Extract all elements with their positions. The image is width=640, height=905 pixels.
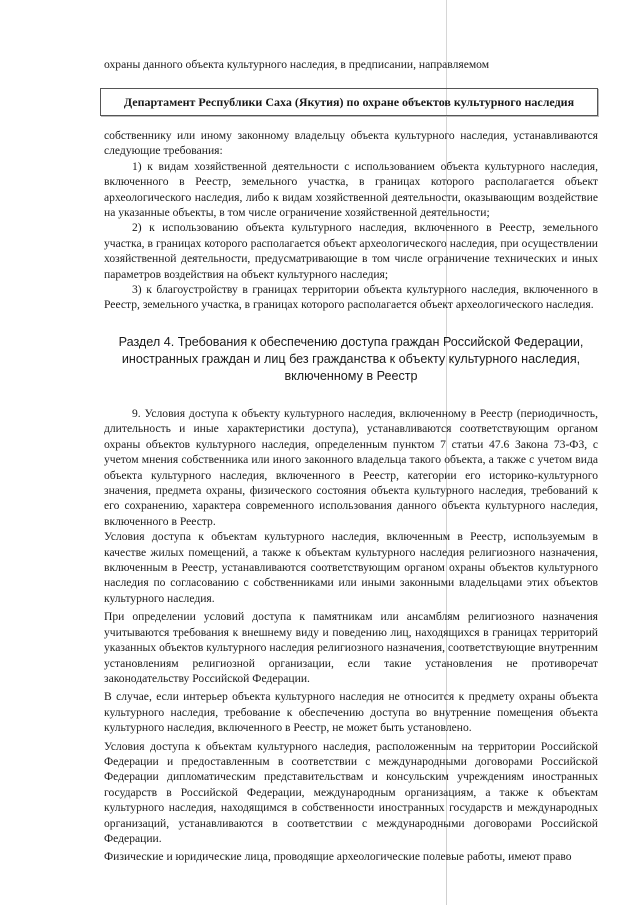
requirements-block — [104, 128, 598, 313]
paragraph: Физические и юридические лица, проводящие археологические полевые работы, имеют право — [104, 850, 572, 864]
paragraph: В случае, если интерьер объекта культурного наследия не относится к предмету охраны объекта культурного наследия, требование к обеспечению доступа во внутренние помещения объекта культурного наследия, включенного в Реестр, не может быть установлено. — [104, 690, 598, 735]
paragraph: Условия доступа к объектам культурного наследия, расположенным на территории Российской Федерации и предоставленным в соответствии с международными договорами Российской Федерации дипломатическим представительствам и консульским учреждениям иностранных государств в Российской Федерации, международным организациям, а также к объектам культурного наследия, находящимся в собственности иностранных государств и международных организаций, устанавливаются в соответствии с международными договорами Российской Федерации. — [104, 739, 598, 845]
continuation-line: охраны данного объекта культурного наследия, в предписании, направляемом — [104, 58, 490, 71]
paragraph: 1) к видам хозяйственной деятельности с использованием объекта культурного наследия, включенного в Реестр, земельного участка, в границах которого располагается объект археологического наследия, либо к видам хозяйственной деятельности, оказывающим воздействие на указанные объекты, в том числе ограничение хозяйственной деятельности; — [104, 159, 598, 220]
section-title-line: иностранных граждан и лиц без гражданства к объекту культурного наследия, — [121, 352, 581, 366]
paragraph: собственнику или иному законному владельцу объекта культурного наследия, устанавливаются следующие требования: — [104, 129, 598, 158]
department-banner: Департамент Республики Саха (Якутия) по охране объектов культурного наследия — [100, 88, 598, 116]
paragraph: Условия доступа к объектам культурного наследия, включенным в Реестр, используемым в качестве жилых помещений, а также к объектам культурного наследия религиозного назначения, включенным в Реестр, устанавливаются соответствующим органом охраны объектов культурного наследия по согласованию с собственниками или иными законными владельцами этих объектов культурного наследия. — [104, 530, 598, 605]
paragraph: 3) к благоустройству в границах территории объекта культурного наследия, включенного в Реестр, земельного участка, в границах которого располагается объект археологического наследия. — [104, 283, 598, 312]
paragraph: При определении условий доступа к памятникам или ансамблям религиозного назначения учитываются требования к внешнему виду и поведению лиц, находящихся в границах территорий указанных объектов культурного наследия религиозного назначения, соответствующие внутренним установлениям религиозной организации, если такие установления не противоречат законодательству Российской Федерации. — [104, 610, 598, 685]
section-4-title — [104, 334, 598, 385]
section-title-line: включенному в Реестр — [284, 369, 418, 383]
section-title-line: Раздел 4. Требования к обеспечению доступа граждан Российской Федерации, — [118, 335, 584, 349]
access-conditions-block — [104, 406, 598, 865]
paragraph: 9. Условия доступа к объекту культурного наследия, включенному в Реестр (периодичность, длительность и иные характеристики доступа), устанавливаются соответствующим органом охраны объектов культурного наследия, определенным пунктом 7 статьи 47.6 Закона 73-ФЗ, с учетом мнения собственника или иного законного владельца такого объекта, а также с учетом вида объекта культурного наследия, включенного в Реестр, категории его историко-культурного значения, предмета охраны, физического состояния объекта культурного наследия, требований к его сохранению, характера современного использования данного объекта культурного наследия, включенного в Реестр. — [104, 407, 598, 528]
paragraph: 2) к использованию объекта культурного наследия, включенного в Реестр, земельного участка, в границах которого располагается объект археологического наследия, при осуществлении хозяйственной деятельности, предусматривающие в том числе ограничение технических и иных параметров воздействия на объект культурного наследия; — [104, 221, 598, 281]
